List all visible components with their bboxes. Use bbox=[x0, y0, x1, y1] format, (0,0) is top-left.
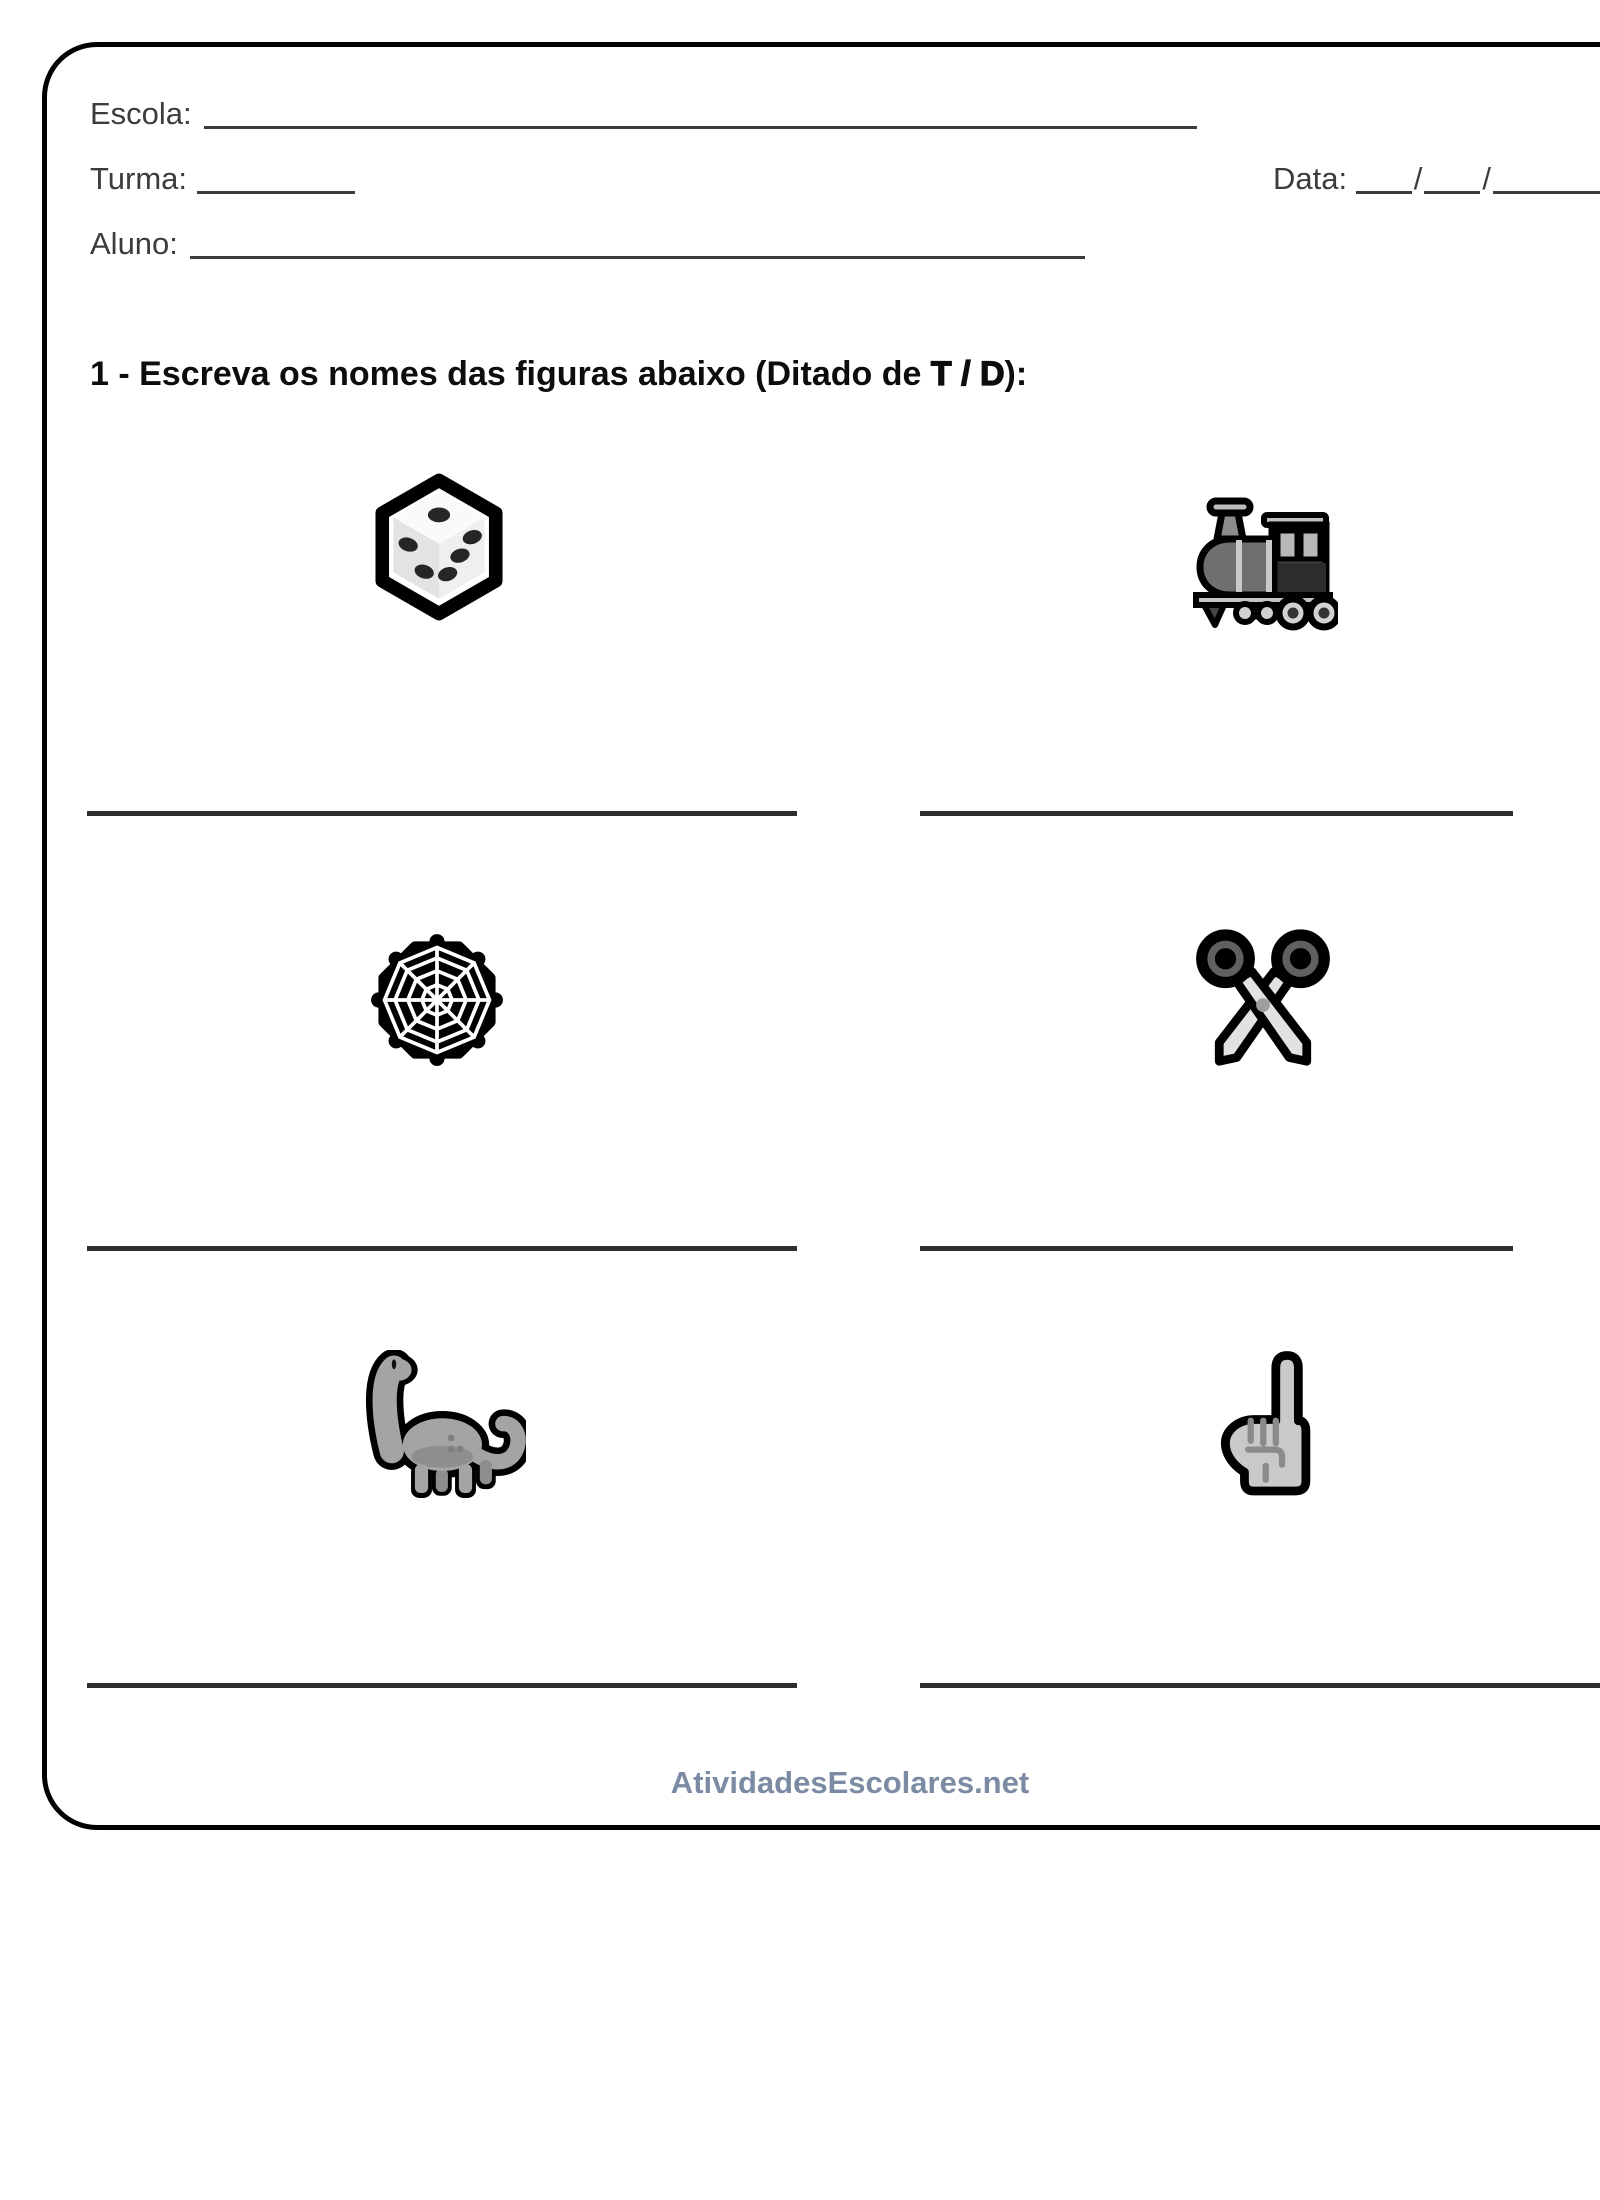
date-separator: / bbox=[1413, 161, 1423, 196]
site-name: AtividadesEscolares.net bbox=[670, 1765, 1030, 1800]
title-letter-t: T bbox=[930, 355, 952, 393]
aluno-label: Aluno: bbox=[90, 226, 178, 261]
title-letter-separator: / bbox=[951, 355, 980, 393]
index-finger-up-icon bbox=[1193, 1343, 1331, 1506]
answer-line[interactable] bbox=[87, 1683, 797, 1688]
data-year-blank[interactable] bbox=[1493, 161, 1600, 194]
locomotive-icon bbox=[1188, 493, 1338, 633]
data-month-blank[interactable] bbox=[1424, 161, 1480, 194]
answer-line[interactable] bbox=[920, 1246, 1513, 1251]
aluno-blank-line[interactable] bbox=[190, 226, 1085, 259]
answer-line[interactable] bbox=[87, 1246, 797, 1251]
data-row bbox=[1273, 156, 1600, 197]
turma-blank-line[interactable] bbox=[197, 161, 355, 194]
escola-blank-line[interactable] bbox=[204, 96, 1197, 129]
aluno-row bbox=[90, 221, 1085, 262]
scissors-icon bbox=[1188, 925, 1338, 1075]
answer-line[interactable] bbox=[87, 811, 797, 816]
answer-line[interactable] bbox=[920, 1683, 1600, 1688]
exercise-title bbox=[90, 355, 1027, 394]
escola-label: Escola: bbox=[90, 96, 192, 131]
data-label: Data: bbox=[1273, 161, 1348, 196]
escola-row bbox=[90, 91, 1197, 132]
title-letter-d: D bbox=[979, 355, 1005, 393]
data-day-blank[interactable] bbox=[1356, 161, 1412, 194]
spider-web-icon bbox=[367, 930, 507, 1070]
answer-line[interactable] bbox=[920, 811, 1513, 816]
turma-row bbox=[90, 156, 355, 197]
title-text: 1 - Escreva os nomes das figuras abaixo (Ditado de bbox=[90, 355, 931, 393]
sauropod-dinosaur-icon bbox=[350, 1350, 526, 1504]
die-icon bbox=[365, 473, 513, 621]
date-separator: / bbox=[1482, 161, 1491, 196]
worksheet-card bbox=[42, 42, 1600, 1830]
turma-label: Turma: bbox=[90, 161, 188, 196]
title-text-end: ): bbox=[1004, 355, 1028, 393]
